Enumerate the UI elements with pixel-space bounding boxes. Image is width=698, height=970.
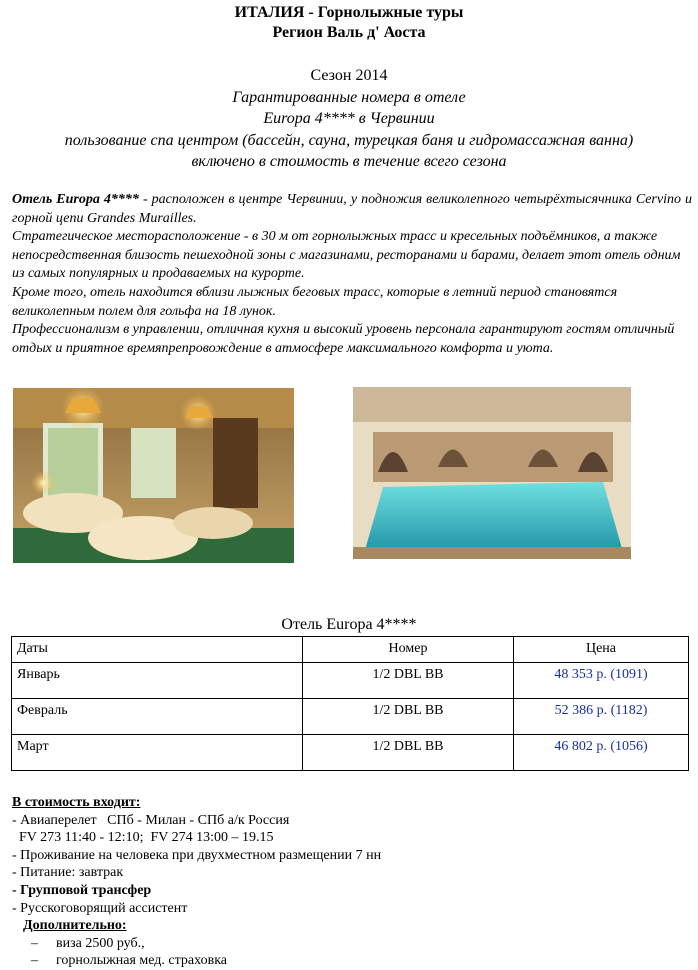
row-date: Январь xyxy=(12,663,303,699)
includes-transfer: - Групповой трансфер xyxy=(12,882,152,898)
includes-flight: - Авиаперелет СПб - Милан - СПб а/к Россия xyxy=(12,812,290,828)
extras-item-text: виза 2500 руб., xyxy=(56,935,145,951)
extras-item-text: горнолыжная мед. страховка xyxy=(56,953,228,969)
row-room: 1/2 DBL BB xyxy=(303,735,514,771)
dash-bullet: – xyxy=(31,953,38,969)
col-header-dates: Даты xyxy=(12,637,303,663)
row-room: 1/2 DBL BB xyxy=(303,699,514,735)
hotel-description xyxy=(12,191,692,358)
headline-line-4: включено в стоимость в течение всего сезона xyxy=(191,153,507,170)
region-subtitle: Регион Валь д' Аоста xyxy=(272,24,426,41)
row-date: Февраль xyxy=(12,699,303,735)
includes-section xyxy=(12,794,381,970)
dash-bullet: – xyxy=(31,935,38,951)
col-header-room: Номер xyxy=(303,637,514,663)
price-table-title: Отель Europa 4**** xyxy=(281,616,417,633)
pool-photo xyxy=(353,387,631,559)
description-paragraph-2: Стратегическое месторасположение - в 30 м от горнолыжных трасс и кресельных подъёмников, а также непосредственная близость пешеходной зоны с магазинами, ресторанами и барами, делает этот отель одним из самых популярных и продаваемых на курорте. xyxy=(12,229,681,282)
includes-guide: - Русскоговорящий ассистент xyxy=(12,900,188,916)
includes-stay: - Проживание на человека при двухместном размещении 7 нн xyxy=(12,847,382,863)
includes-flight-times: FV 273 11:40 - 12:10; FV 274 13:00 – 19.15 xyxy=(12,830,274,846)
row-room: 1/2 DBL BB xyxy=(303,663,514,699)
headline-line-1: Гарантированные номера в отеле xyxy=(232,89,466,106)
row-price: 52 386 р. (1182) xyxy=(514,699,689,735)
page-title: ИТАЛИЯ - Горнолыжные туры xyxy=(234,4,464,21)
row-date: Март xyxy=(12,735,303,771)
row-price: 48 353 р. (1091) xyxy=(514,663,689,699)
headline-line-3: пользование спа центром (бассейн, сауна, турецкая баня и гидромассажная ванна) xyxy=(64,132,634,149)
lounge-photo xyxy=(13,388,294,563)
description-paragraph-1 xyxy=(12,191,692,228)
hotel-name: Отель Europa 4**** xyxy=(12,192,139,207)
includes-heading: В стоимость входит: xyxy=(12,795,141,810)
extras-heading: Дополнительно: xyxy=(23,918,127,934)
col-header-price: Цена xyxy=(514,637,689,663)
season-label: Сезон 2014 xyxy=(310,67,388,84)
description-p1-text: - расположен в центре Червинии, у подножия великолепного четырёхтысячника Cervino и горной цепи Grandes Murailles. xyxy=(12,192,692,226)
description-paragraph-3: Кроме того, отель находится вблизи лыжных беговых трасс, которые в летний период становятся великолепным полем для гольфа на 18 лунок. xyxy=(12,284,618,319)
price-table xyxy=(11,636,689,771)
includes-meals: - Питание: завтрак xyxy=(12,865,124,881)
table-row xyxy=(12,699,689,735)
description-paragraph-4: Профессионализм в управлении, отличная кухня и высокий уровень персонала гарантируют гостям отличный отдых и приятное времяпрепровождение в атмосфере максимального комфорта и уюта. xyxy=(12,322,675,356)
headline-line-2: Europa 4**** в Червинии xyxy=(263,110,435,127)
table-header-row xyxy=(12,637,689,663)
extras-item xyxy=(12,935,381,953)
table-row xyxy=(12,663,689,699)
row-price: 46 802 р. (1056) xyxy=(514,735,689,771)
table-row xyxy=(12,735,689,771)
extras-item xyxy=(12,952,381,970)
